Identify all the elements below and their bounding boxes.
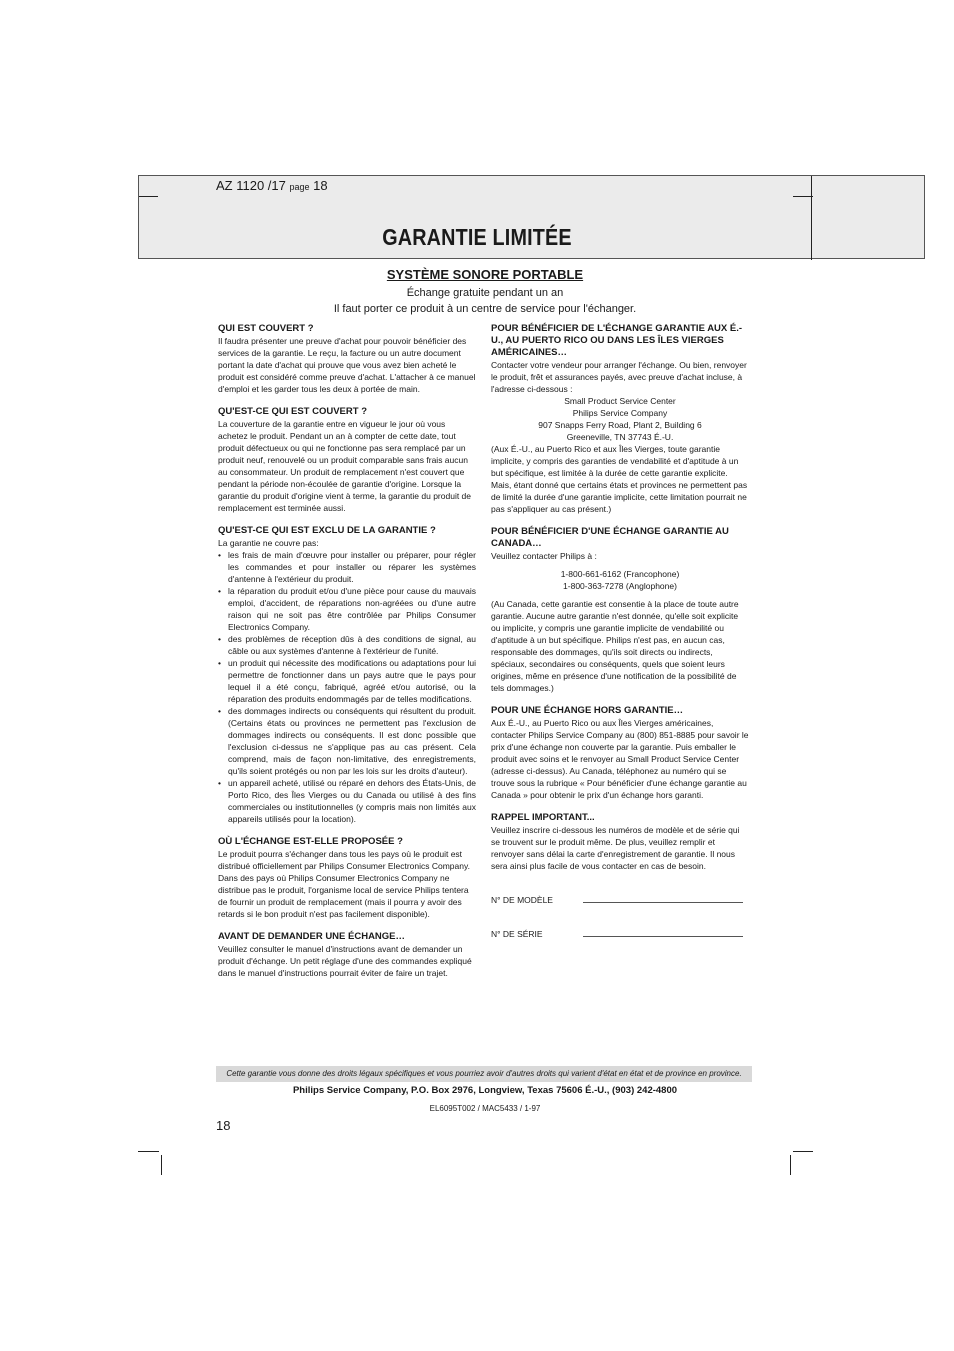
- section-body: Le produit pourra s'échanger dans tous les pays où le produit est distribué officiellement par Philips Consumer Electronics Company. Dans des pays où Philips Consumer Electronics Company ne distribue pas le produit, l'organisme local de service Philips tentera de fournir un produit de remplacement (mais il pourra y avoir des retards si le bon produit n'est pas facilement disponible).: [218, 849, 470, 919]
- page-number: 18: [216, 1118, 231, 1133]
- crop-mark: [793, 196, 813, 197]
- exclusion-list: [218, 549, 476, 825]
- phone-line: 1-800-661-6162 (Francophone): [560, 569, 680, 579]
- list-item: • des dommages indirects ou conséquents qui résultent du produit. (Certains états ou provinces ne permettent pas l'exclusion de dommages indirects ou conséquents. Il est donc possible que l'exclusion ci-dessus ne s'applique pas au cas présent. Cela comprend, mais de façon non-limitative, des enregistrements, qu'ils soient protégés ou non par les lois sur les droits d'auteur).: [218, 705, 476, 777]
- section-heading: QUI EST COUVERT ?: [218, 323, 314, 334]
- section-heading: OÙ L'ÉCHANGE EST-ELLE PROPOSÉE ?: [218, 836, 403, 847]
- list-item: • un appareil acheté, utilisé ou réparé en dehors des États-Unis, de Porto Rico, des Îles Vierges ou du Canada ou utilisé à des fins commerciales ou institutionnelles (y compris mais non limités aux appareils utilisés pour la location).: [218, 777, 476, 825]
- section-body: (Aux É.-U., au Puerto Rico et aux Îles Vierges, toute garantie implicite, y compris des garanties de vendabilité et d'aptitude à un but spécifique, est limitée à la durée de cette garantie explicite. Mais, étant donné que certains états et provinces ne permettent pas de limité la durée d'une garantie implicite, cette limitation pourrait ne pas s'appliquer au cas présent.): [491, 444, 748, 514]
- list-item: • la réparation du produit et/ou d'une pièce pour cause du mauvais emploi, d'accident, de réparations non-agréées ou d'une autre raison qui ne soit pas être contrôlée par Philips Consumer Electronics Company.: [218, 585, 476, 633]
- page-title: GARANTIE LIMITÉE: [382, 224, 572, 250]
- section-heading: AVANT DE DEMANDER UNE ÉCHANGE…: [218, 931, 406, 942]
- crop-mark: [161, 1155, 162, 1175]
- address-line: 907 Snapps Ferry Road, Plant 2, Building 6: [538, 420, 702, 430]
- left-column: [218, 323, 476, 990]
- crop-mark: [138, 1151, 159, 1152]
- section-heading: QU'EST-CE QUI EST EXCLU DE LA GARANTIE ?: [218, 525, 436, 536]
- crop-mark: [793, 1151, 813, 1152]
- section-heading: QU'EST-CE QUI EST COUVERT ?: [218, 406, 367, 417]
- phone-line: 1-800-363-7278 (Anglophone): [563, 581, 677, 591]
- header-reference: [216, 178, 328, 193]
- section-intro: La garantie ne couvre pas:: [218, 538, 319, 548]
- section-body: Aux É.-U., au Puerto Rico ou aux Îles Vierges américaines, contacter Philips Service Company au (800) 851-8885 pour savoir le prix d'une échange non couverte par la garantie. Puis emballer le produit avec soins et le renvoyer au Small Product Service Center (adresse ci-dessus). Au Canada, téléphonez au numéro qui se trouve sous la rubrique « Pour bénéficier d'une échange garantie au Canada » pour obtenir le prix d'un échange hors garanti.: [491, 718, 749, 800]
- section-body: Veuillez inscrire ci-dessous les numéros de modèle et de série qui se trouvent sur le produit même. De plus, veuillez remplir et renvoyer sans délai la carte d'enregistrement de garantie. Il nous sera ainsi plus facile de vous contacter en cas de besoin.: [491, 825, 740, 871]
- address-line: Philips Service Company: [572, 408, 668, 418]
- subtitle: SYSTÈME SONORE PORTABLE: [386, 267, 584, 282]
- right-column: [491, 323, 749, 940]
- address-line: Small Product Service Center: [564, 396, 676, 406]
- section-body: Veuillez consulter le manuel d'instructions avant de demander un produit d'échange. Un petit réglage d'une des commandes expliqué dans le manuel d'instructions pourrait éviter de faire un trajet.: [218, 944, 472, 978]
- footer-address: Philips Service Company, P.O. Box 2976, Longview, Texas 75606 É.-U., (903) 242-4800: [292, 1085, 678, 1096]
- document-code: EL6095T002 / MAC5433 / 1-97: [429, 1104, 541, 1113]
- section-body: (Au Canada, cette garantie est consentie à la place de toute autre garantie. Aucune autre garantie n'est donnée, qu'elle soit explicite ou implicite, y compris une garantie implicite de vendabilité ou d'aptitude à un but spécifique. Philips n'est pas, en aucun cas, responsable des dommages, qu'ils soit directs ou indirects, spéciaux, secondaires ou conséquents, quels que soient leurs origines, même en présence d'une notification de la possibilité de tels dommages.): [491, 599, 739, 693]
- model-number: AZ 1120 /17: [216, 178, 286, 193]
- crop-mark: [790, 1155, 791, 1175]
- section-body: Contacter votre vendeur pour arranger l'échange. Ou bien, renvoyer le produit, frêt et assurances payés, avec preuve d'achat incluse, à l'adresse ci-dessous :: [491, 360, 747, 394]
- model-number-field: [491, 894, 749, 906]
- serial-number-line: [583, 928, 743, 937]
- serial-number-field: [491, 928, 749, 940]
- section-body: Il faudra présenter une preuve d'achat pour pouvoir bénéficier des services de la garantie. Le reçu, la facture ou un autre document portant la date d'achat qui prouve que vous avez bien acheté le produit est considéré comme preuve d'achat. L'attacher à ce manuel d'emploi et les garder tous les deux à portée de main.: [218, 336, 476, 394]
- section-heading: RAPPEL IMPORTANT...: [491, 812, 595, 823]
- section-heading: POUR BÉNÉFICIER D'UNE ÉCHANGE GARANTIE AU CANADA…: [491, 526, 729, 549]
- model-number-line: [583, 894, 743, 903]
- tagline-1: Échange gratuite pendant un an: [406, 287, 564, 299]
- address-line: Greeneville, TN 37743 É.-U.: [566, 432, 674, 442]
- service-address: [491, 395, 749, 443]
- list-item: • des problèmes de réception dûs à des conditions de signal, au câble ou aux systèmes d'antenne à l'extérieur de l'unité.: [218, 633, 476, 657]
- section-body: La couverture de la garantie entre en vigueur le jour où vous achetez le produit. Pendant un an à compter de cette date, tout produit défectueux ou qui ne fonctionne pas sera remplacé par un produit neuf, renouvelé ou un produit comparable sans frais aucun au consommateur. Un produit de remplacement n'est couvert que pendant la période non-écoulée de garantie d'origine. Lorsque la garantie du produit d'origine vient à terme, la garantie du produit de remplacement est terminée aussi.: [218, 419, 472, 513]
- tagline-2: Il faut porter ce produit à un centre de service pour l'échanger.: [333, 303, 637, 315]
- section-heading: POUR BÉNÉFICIER DE L'ÉCHANGE GARANTIE AUX É.-U., AU PUERTO RICO OU DANS LES ÎLES VIERGES AMÉRICAINES…: [491, 323, 743, 358]
- header-page-number: 18: [313, 178, 328, 193]
- phone-numbers: [491, 568, 749, 592]
- crop-mark: [139, 196, 158, 197]
- list-item: • un produit qui nécessite des modifications ou adaptations pour lui permettre de fonctionner dans un pays autre que le pays pour lequel il a été conçu, fabriqué, agréé et/ou autorisé, ou la réparation des produits endommagés par de telles modifications.: [218, 657, 476, 705]
- section-intro: Veuillez contacter Philips à :: [491, 551, 597, 561]
- list-item: • les frais de main d'œuvre pour installer ou préparer, pour régler les commandes et pour installer ou réparer les systèmes d'antenne à l'extérieur du produit.: [218, 549, 476, 585]
- model-number-label: N° DE MODÈLE: [491, 895, 553, 905]
- section-heading: POUR UNE ÉCHANGE HORS GARANTIE…: [491, 705, 684, 716]
- footer-note: Cette garantie vous donne des droits légaux spécifiques et vous pourriez avoir d'autres droits qui varient d'état en état et de province en province.: [216, 1066, 752, 1082]
- serial-number-label: N° DE SÉRIE: [491, 929, 543, 939]
- page-word: page: [289, 182, 310, 192]
